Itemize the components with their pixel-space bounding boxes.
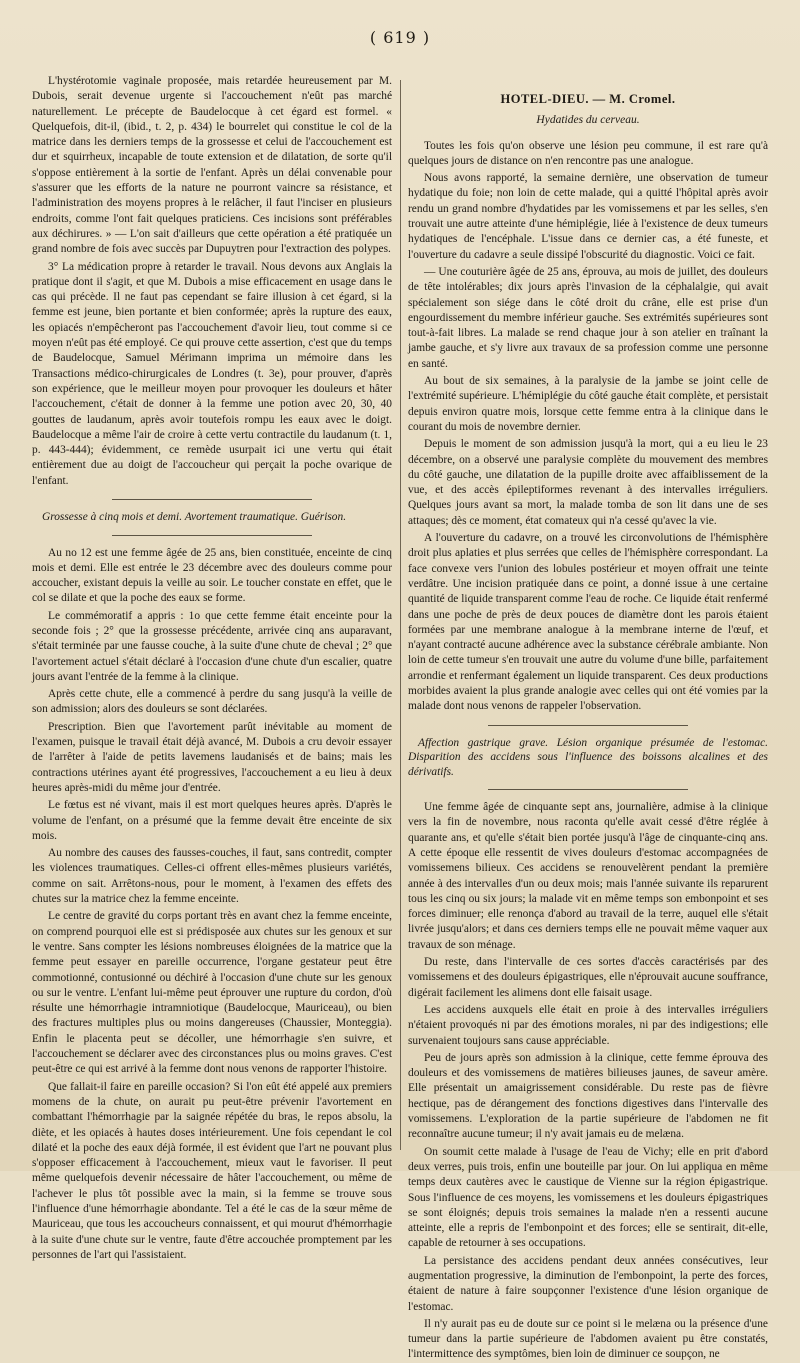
paragraph: 3° La médication propre à retarder le travail. Nous devons aux Anglais la pratique dont il s'agit, et que M. Dubois a mise efficacement en usage dans le cas qui précède. Il ne faut pas cependant se faire illusion à cet égard, si la femme est jeune, bien portante et bien conformée; après la rupture des eaux, les opiacés n'empêcheront pas l'accouchement d'avoir lieu, tout comme si ce moyen n'eût pas été employé. Ce qui prouve cette assertion, c'est que du temps de Baudelocque, Samuel Mérimann imprima un mémoire dans les Transactions médico-chirurgicales de Londres (t. 3e), pour prouver, d'après son expérience, que le meilleur moyen pour provoquer les douleurs et hâter l'accouchement, c'était de donner à la femme une potion avec 20, 30, 40 gouttes de laudanum, après avoir toutefois rompu les eaux avec le doigt. Baudelocque a même l'air de croire à cette vertu contractile du laudanum (t. 1, p. 443-444); évidemment, ce remède usurpait ici une vertu qui était entièrement due au doigt de l'accoucheur qui perçait la poche ovarique de l'enfant. bbox=[32, 260, 392, 487]
paragraph: Peu de jours après son admission à la clinique, cette femme éprouva des douleurs et des vomissemens de matières bilieuses jaunes, de saveur amère. Elle présentait un amaigrissement considérable. Du reste pas de fièvre hectique, pas de dérangement des fonctions digestives dans l'intervalle des vomissemens. L'exploration de la partie supérieure de l'abdomen ne fit reconnaître aucune tumeur; il n'y avait jamais eu de melæna. bbox=[408, 1051, 768, 1141]
right-column bbox=[408, 74, 768, 1361]
paragraph: — Une couturière âgée de 25 ans, éprouva, au mois de juillet, des douleurs de tête intolérables; dix jours après l'invasion de la céphalalgie, qui avait spécialement son siége dans le côté droit du crâne, elle est prise d'un engourdissement du membre inférieur gauche. Ses extrémités supérieures sont tout-à-fait libres. La malade se rend chaque jour à son atelier en traînant la jambe gauche, et s'y livre aux travaux de sa profession comme une personne en santé. bbox=[408, 265, 768, 370]
paragraph: Toutes les fois qu'on observe une lésion peu commune, il est rare qu'à quelques jours de distance on n'en rencontre pas une analogue. bbox=[408, 139, 768, 167]
section-rule bbox=[112, 499, 312, 500]
article-subtitle: Hydatides du cerveau. bbox=[536, 114, 640, 127]
paragraph: Que fallait-il faire en pareille occasion? Si l'on eût été appelé aux premiers momens de la chute, on aurait pu peut-être prévenir l'avortement en combattant l'hémorrhagie par la saignée répétée du bras, le repos absolu, la diète, et les opiacés à hautes doses intérieurement. Une fois cependant le col dilaté et la poche des eaux déjà formée, il est évident que l'art ne pouvant plus s'opposer efficacement à l'accouchement, mieux vaut le favoriser. Il peut même quelquefois devenir nécessaire de hâter l'accouchement, ou même de l'achever le plus tôt possible avec la main, si la femme se trouve sous l'influence d'une hémorrhagie abondante. Tel a été le cas de la sœur même de Mauriceau, que tous les accoucheurs connaissent, et qui mourut d'hémorrhagie à la suite d'une chute sur le ventre, faute d'être accouchée promptement par les personnes de l'art qui l'assistaient. bbox=[32, 1080, 392, 1261]
paragraph: Nous avons rapporté, la semaine dernière, une observation de tumeur hydatique du foie; non loin de cette malade, qui a quitté l'hôpital après avoir rendu un grand nombre d'hydatides par les vomissemens et par les selles, s'en trouvait une autre atteinte d'une hémiplégie, liée à l'existence de deux tumeurs hydatiques de l'encéphale. L'issue dans ce dernier cas, a été funeste, et l'ouverture du cadavre a seule dissipé l'obscurité du diagnostic. Voici ce fait. bbox=[408, 172, 768, 261]
paragraph: Le fœtus est né vivant, mais il est mort quelques heures après. D'après le volume de l'enfant, on a présumé que la femme devait être enceinte de six mois. bbox=[32, 799, 392, 842]
paragraph: A l'ouverture du cadavre, on a trouvé les circonvolutions de l'hémisphère droit plus aplaties et plus serrées que celles de l'hémisphère correspondant. La face convexe vers l'union des lobules postérieur et moyen offrait une teinte verdâtre. Une incision pratiquée dans ce point, a donné issue à une certaine quantité de liquide transparent comme l'eau de roche. Ce liquide était renfermé dans une poche de près de deux pouces de diamètre dont les parois étaient formées par une membrane analogue à la membrane interne de l'œuf, et n'ayant contracté aucune adhérence avec la substance cérébrale ambiante. Non loin de cette tumeur s'en trouvait une autre du volume d'une bille, parfaitement arrondie et renfermant également un liquide transparent. Ces deux productions morbides avaient la plus grande analogie avec celles qui ont été vomies par la malade dont nous venons de rappeler l'observation. bbox=[408, 532, 768, 713]
paragraph: La persistance des accidens pendant deux années consécutives, leur augmentation progressive, la diminution de l'embonpoint, la perte des forces, étaient de nature à faire soupçonner l'existence d'une lésion organique de l'estomac. bbox=[408, 1254, 768, 1313]
paragraph: On soumit cette malade à l'usage de l'eau de Vichy; elle en prit d'abord deux verres, puis trois, enfin une bouteille par jour. On lui appliqua en même temps deux cautères avec le caustique de Vienne sur la région épigastrique. Sous l'influence de ces moyens, les vomissemens et les douleurs épigastriques se sont éloignés; depuis trois semaines la malade n'en a ressenti aucune atteinte, elle a repris de l'embonpoint et des forces; elle se sentirait, dit-elle, capable de retourner à ses occupations. bbox=[408, 1145, 768, 1250]
paragraph: Au bout de six semaines, à la paralysie de la jambe se joint celle de l'extrémité supérieure. L'hémiplégie du côté gauche était complète, et persistait depuis environ quatre mois, lorsque cette femme entra à la clinique dans le courant du mois de novembre dernier. bbox=[408, 375, 768, 433]
paragraph: Au nombre des causes des fausses-couches, il faut, sans contredit, compter les violences traumatiques. Celles-ci offrent elles-mêmes plusieurs variétés, comme on sait. Arrêtons-nous, pour le moment, à l'examen des effets des chutes sur la matrice chez la femme enceinte. bbox=[32, 847, 392, 906]
paragraph: Du reste, dans l'intervalle de ces sortes d'accès caractérisés par des vomissemens et des douleurs épigastriques, elle n'éprouvait aucune souffrance, digérait facilement les alimens dont elle faisait usage. bbox=[408, 956, 768, 999]
hospital-heading: HOTEL-DIEU. — M. Cromel. bbox=[500, 92, 676, 106]
left-column bbox=[32, 74, 392, 1261]
paragraph: Le centre de gravité du corps portant très en avant chez la femme enceinte, on comprend pourquoi elle est si prédisposée aux chutes sur les genoux et sur le ventre. Sans compter les lésions nombreuses éloignées de la matrice que la femme peut essayer en pareille occurrence, l'organe gestateur peut être commotionné, contusionné ou déchiré à l'occasion d'une chute sur les genoux ou sur le ventre. L'enfant lui-même peut éprouver une rupture du cordon, d'où résulte une hémorrhagie intramniotique (Baudelocque, Mauriceau), ou bien des fractures multiples plus ou moins dangereuses (Chaussier, Monteggia). Enfin le placenta peut se décoller, une hémorrhagie s'en suivre, et l'accouchement se déclarer avec des circonstances plus ou moins graves. C'est peut-être ce qui est arrivé à la femme dont nous venons de rapporter l'histoire. bbox=[32, 910, 392, 1076]
paragraph: Au no 12 est une femme âgée de 25 ans, bien constituée, enceinte de cinq mois et demi. Elle est entrée le 23 décembre avec des douleurs comme pour accoucher, existant depuis la veille au soir. Le toucher constate en effet, que le col se dilate et que la poche des eaux se forme. bbox=[32, 546, 392, 605]
paragraph: Prescription. Bien que l'avortement parût inévitable au moment de l'examen, puisque le travail était déjà avancé, M. Dubois a cru devoir essayer de l'arrêter à l'aide de petits lavemens laudanisés et de bains; mais les contractions utérines ayant été progressives, l'accouchement a eu lieu à deux heures après-midi du même jour d'entrée. bbox=[32, 720, 392, 794]
paragraph: Après cette chute, elle a commencé à perdre du sang jusqu'à la veille de son admission; alors des douleurs se sont déclarées. bbox=[32, 688, 392, 716]
paragraph: Le commémoratif a appris : 1o que cette femme était enceinte pour la seconde fois ; 2° que la grossesse précédente, arrivée cinq ans auparavant, s'était terminée par une fausse couche, à la suite d'une chute de cheval ; 2° que l'avortement actuel s'était déclaré à l'occasion d'une chute d'un escalier, quatre jours avant l'entrée de la femme à la clinique. bbox=[32, 609, 392, 683]
paragraph: L'hystérotomie vaginale proposée, mais retardée heureusement par M. Dubois, serait devenue urgente si l'accouchement n'eût pas marché naturellement. Le précepte de Baudelocque à cet égard est formel. « Quelquefois, dit-il, (ibid., t. 2, p. 434) le bourrelet qui constitue le col de la matrice dans les derniers temps de la grossesse et celui de l'accouchement est dur et squirrheux, incapable de toute extension et de dilatation, de sorte qu'il s'oppose entièrement à la sortie de l'enfant. Après un délai convenable pour s'assurer que les efforts de la nature ne pourront vaincre sa résistance, et l'administration des moyens propres à le relâcher, il faut l'inciser en plusieurs endroits, comme l'ont fait quelques praticiens. Ces incisions sont préférables aux déchirures. » — L'on sait d'ailleurs que cette opération a été pratiquée un grand nombre de fois avec succès par Dupuytren pour l'extraction des polypes. bbox=[32, 75, 392, 256]
section-rule bbox=[488, 725, 688, 726]
section-title: Grossesse à cinq mois et demi. Avortement traumatique. Guérison. bbox=[42, 511, 347, 524]
section-title: Affection gastrique grave. Lésion organique présumée de l'estomac. Disparition des accidens sous l'influence des boissons alcalines et des dérivatifs. bbox=[408, 736, 768, 778]
paragraph: Une femme âgée de cinquante sept ans, journalière, admise à la clinique vers la fin de novembre, nous raconta qu'elle avait cessé d'être réglée à quarante ans, et qu'elle s'était bien portée jusqu'à l'âge de cinquante-cinq ans. A cette époque elle ressentit de vives douleurs d'estomac accompagnées de vomissemens bilieux. Ces accidens se renouvelèrent pendant la première année à des intervalles d'un ou deux mois; mais l'année suivante ils reparurent tous les cinq ou six jours; la malade vit en même temps son embonpoint et ses forces diminuer; elle renonça d'abord au travail de la terre, auquel elle s'était livrée jusqu'alors; et dans ces derniers temps elle ne pouvait même vaquer aux travaux de son ménage. bbox=[408, 801, 768, 951]
section-rule bbox=[112, 535, 312, 536]
paragraph: Depuis le moment de son admission jusqu'à la mort, qui a eu lieu le 23 décembre, on a observé une paralysie complète du mouvement des membres du côté gauche, une dilatation de la pupille droite avec affaiblissement de la vue, et des accès épileptiformes revenant à des intervalles irréguliers. Quelques jours avant sa mort, la malade tomba de son lit dans une de ses attaques; dès ce moment, état comateux qui n'a cessé qu'avec la vie. bbox=[408, 438, 768, 527]
section-rule bbox=[488, 789, 688, 790]
paragraph: Il n'y aurait pas eu de doute sur ce point si le melæna ou la présence d'une tumeur dans la partie supérieure de l'abdomen avaient pu être constatés, l'intermittence des symptômes, bien loin de diminuer ce soupçon, ne bbox=[408, 1317, 768, 1361]
paragraph: Les accidens auxquels elle était en proie à des intervalles irréguliers n'étaient provoqués ni par des émotions morales, ni par des indigestions; elle survenaient toujours sans cause appréciable. bbox=[408, 1003, 768, 1047]
column-divider bbox=[400, 80, 401, 1150]
page-number: ( 619 ) bbox=[369, 28, 431, 47]
